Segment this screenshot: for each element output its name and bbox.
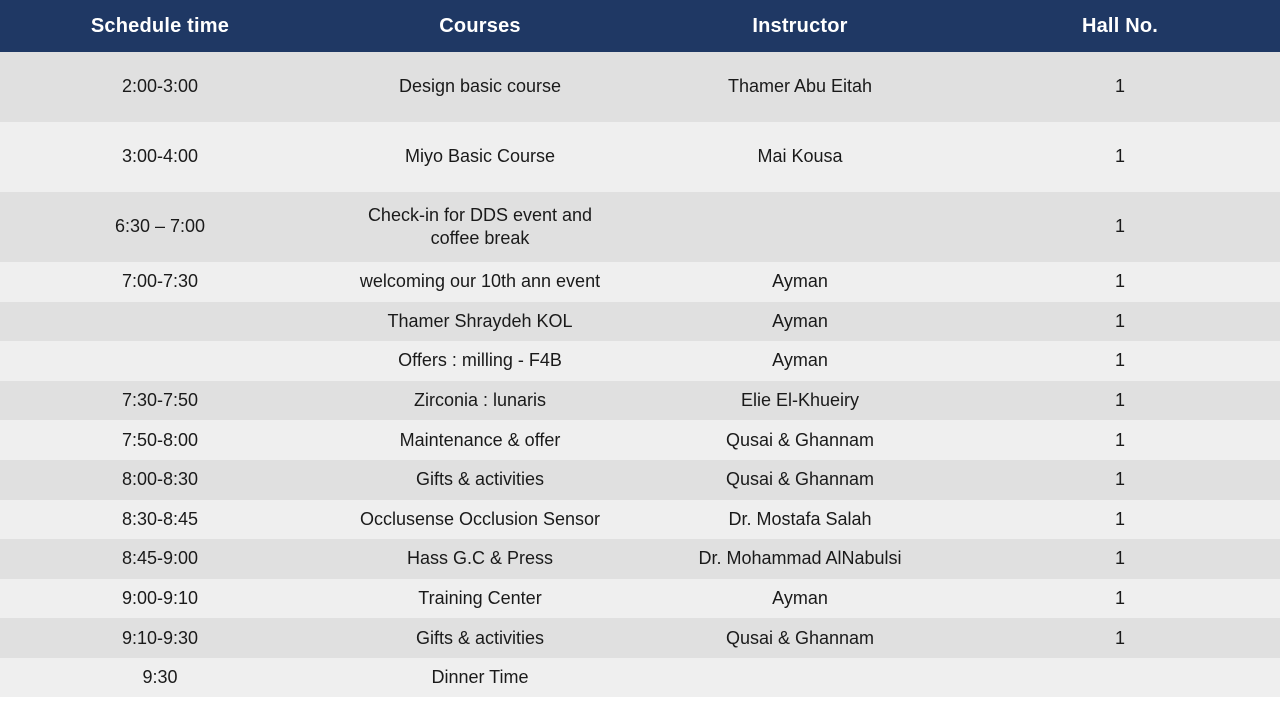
table-row (0, 381, 1280, 421)
cell-time (0, 302, 320, 342)
cell-course-line-1: Check-in for DDS event and (367, 204, 593, 225)
table-body (0, 52, 1280, 697)
cell-time: 9:10-9:30 (0, 618, 320, 658)
cell-hall: 1 (960, 500, 1280, 540)
table-row (0, 52, 1280, 122)
cell-instructor: Dr. Mohammad AlNabulsi (640, 539, 960, 579)
cell-time: 7:50-8:00 (0, 420, 320, 460)
column-header-schedule-time: Schedule time (0, 0, 320, 52)
cell-time: 8:30-8:45 (0, 500, 320, 540)
cell-hall: 1 (960, 381, 1280, 421)
cell-instructor: Thamer Abu Eitah (640, 52, 960, 122)
table-header-row (0, 0, 1280, 52)
table-row (0, 658, 1280, 697)
table-row (0, 618, 1280, 658)
cell-hall: 1 (960, 341, 1280, 381)
cell-time: 2:00-3:00 (0, 52, 320, 122)
cell-instructor: Qusai & Ghannam (640, 618, 960, 658)
cell-hall: 1 (960, 420, 1280, 460)
cell-time: 8:00-8:30 (0, 460, 320, 500)
cell-course: Miyo Basic Course (320, 122, 640, 192)
table-row (0, 302, 1280, 342)
cell-course: Hass G.C & Press (320, 539, 640, 579)
table-row (0, 341, 1280, 381)
cell-course: Gifts & activities (320, 618, 640, 658)
table-header (0, 0, 1280, 52)
cell-course: Gifts & activities (320, 460, 640, 500)
cell-time: 3:00-4:00 (0, 122, 320, 192)
cell-instructor: Ayman (640, 262, 960, 302)
cell-time: 6:30 – 7:00 (0, 192, 320, 262)
cell-course (320, 192, 640, 262)
cell-hall: 1 (960, 302, 1280, 342)
table-row (0, 262, 1280, 302)
cell-time (0, 341, 320, 381)
cell-time: 8:45-9:00 (0, 539, 320, 579)
table-row (0, 460, 1280, 500)
cell-time: 7:30-7:50 (0, 381, 320, 421)
cell-hall: 1 (960, 52, 1280, 122)
cell-instructor: Ayman (640, 579, 960, 619)
cell-course-line-2: coffee break (430, 228, 530, 248)
table-row (0, 579, 1280, 619)
table-row (0, 500, 1280, 540)
cell-instructor: Ayman (640, 341, 960, 381)
cell-instructor: Mai Kousa (640, 122, 960, 192)
cell-hall: 1 (960, 460, 1280, 500)
cell-instructor: Qusai & Ghannam (640, 460, 960, 500)
cell-course: Design basic course (320, 52, 640, 122)
table-row (0, 122, 1280, 192)
cell-course: Occlusense Occlusion Sensor (320, 500, 640, 540)
column-header-hall-no: Hall No. (960, 0, 1280, 52)
cell-instructor: Qusai & Ghannam (640, 420, 960, 460)
cell-instructor (640, 192, 960, 262)
cell-course: Dinner Time (320, 658, 640, 697)
cell-instructor (640, 658, 960, 697)
cell-hall: 1 (960, 618, 1280, 658)
column-header-courses: Courses (320, 0, 640, 52)
cell-time: 9:00-9:10 (0, 579, 320, 619)
cell-course: Maintenance & offer (320, 420, 640, 460)
cell-hall: 1 (960, 122, 1280, 192)
cell-instructor: Dr. Mostafa Salah (640, 500, 960, 540)
cell-time: 9:30 (0, 658, 320, 697)
cell-course: welcoming our 10th ann event (320, 262, 640, 302)
table-row (0, 420, 1280, 460)
cell-course: Zirconia : lunaris (320, 381, 640, 421)
cell-hall: 1 (960, 579, 1280, 619)
cell-hall: 1 (960, 539, 1280, 579)
cell-instructor: Elie El-Khueiry (640, 381, 960, 421)
cell-hall: 1 (960, 262, 1280, 302)
cell-instructor: Ayman (640, 302, 960, 342)
column-header-instructor: Instructor (640, 0, 960, 52)
cell-hall (960, 658, 1280, 697)
cell-time: 7:00-7:30 (0, 262, 320, 302)
cell-course: Training Center (320, 579, 640, 619)
cell-course: Offers : milling - F4B (320, 341, 640, 381)
cell-hall: 1 (960, 192, 1280, 262)
table-row (0, 192, 1280, 262)
table-row (0, 539, 1280, 579)
cell-course: Thamer Shraydeh KOL (320, 302, 640, 342)
